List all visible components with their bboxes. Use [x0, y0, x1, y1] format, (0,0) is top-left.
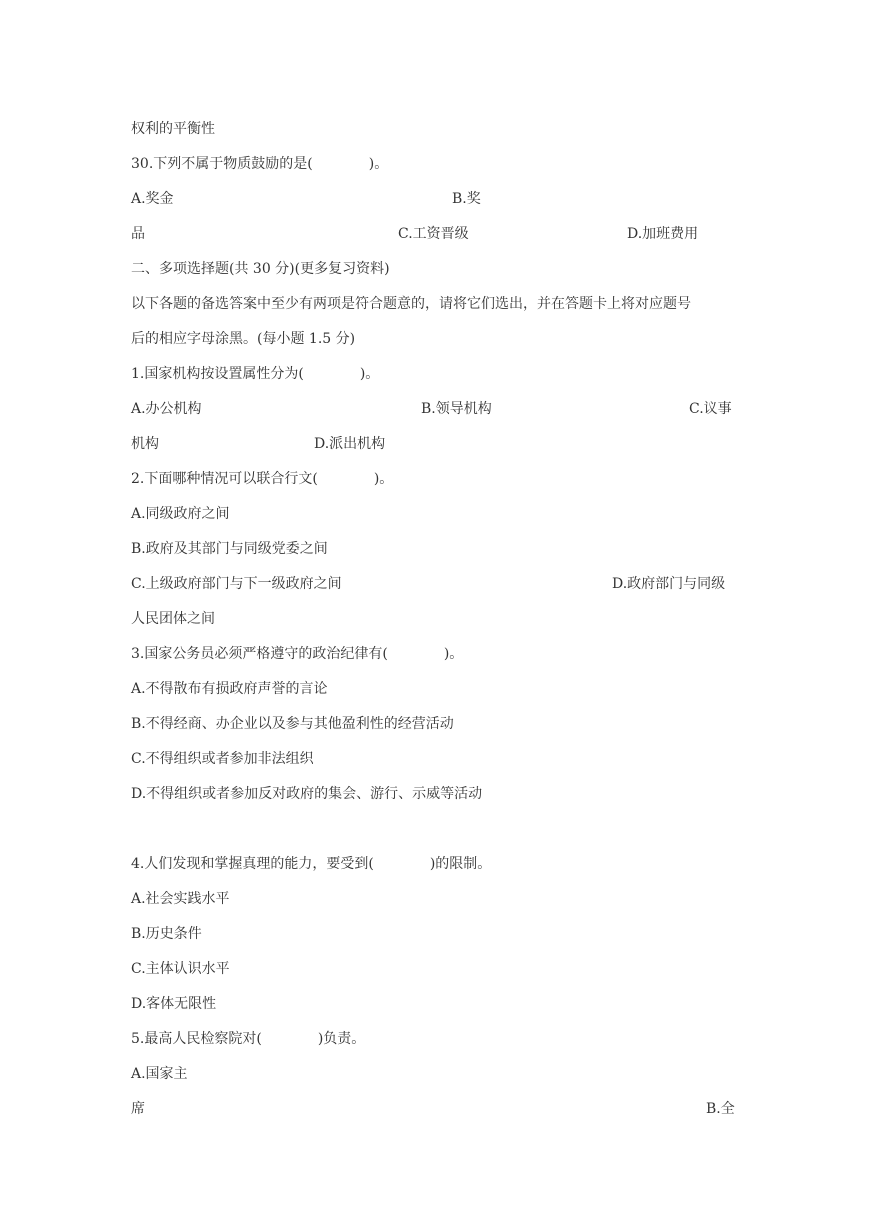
option-a: A.同级政府之间 — [131, 506, 230, 522]
options-line: 品 C.工资晋级 D.加班费用 — [131, 222, 737, 246]
question-1: 1.国家机构按设置属性分为( )。 — [131, 366, 380, 382]
option-d: D.派出机构 — [314, 436, 386, 452]
options-line: 机构 D.派出机构 — [131, 432, 737, 456]
option-b: B.历史条件 — [131, 926, 202, 942]
question-2: 2.下面哪种情况可以联合行文( )。 — [131, 471, 394, 487]
option-c: C.上级政府部门与下一级政府之间 — [131, 576, 342, 592]
option-a: A.不得散布有损政府声誉的言论 — [131, 681, 328, 697]
options-line: 席 B.全 — [131, 1097, 737, 1121]
text-line: 人民团体之间 — [131, 611, 215, 627]
question-3: 3.国家公务员必须严格遵守的政治纪律有( )。 — [131, 646, 464, 662]
option-c: C.工资晋级 — [398, 226, 469, 242]
option-a: A.奖金 — [131, 191, 174, 207]
option-d: D.加班费用 — [627, 226, 699, 242]
question-4: 4.人们发现和掌握真理的能力，要受到( )的限制。 — [131, 856, 492, 872]
option-a: A.办公机构 — [131, 401, 202, 417]
options-line — [131, 572, 737, 596]
option-b: B.奖 — [452, 191, 481, 207]
option-c: C.主体认识水平 — [131, 961, 230, 977]
option-a: A.社会实践水平 — [131, 891, 230, 907]
option-c: C.议事 — [689, 401, 732, 417]
question-30: 30.下列不属于物质鼓励的是( )。 — [131, 156, 389, 172]
option-d: D.政府部门与同级 — [612, 576, 726, 592]
option-b: B.政府及其部门与同级党委之间 — [131, 541, 328, 557]
option-b: B.全 — [706, 1101, 735, 1117]
option-d: D.不得组织或者参加反对政府的集会、游行、示威等活动 — [131, 786, 483, 802]
option-b: B.不得经商、办企业以及参与其他盈利性的经营活动 — [131, 716, 454, 732]
text-line: 权利的平衡性 — [131, 121, 215, 137]
options-line — [131, 187, 737, 211]
section-instructions: 后的相应字母涂黑。(每小题 1.5 分) — [131, 331, 356, 347]
section-heading: 二、多项选择题(共 30 分)(更多复习资料) — [131, 261, 390, 277]
options-line — [131, 397, 737, 421]
option-d: D.客体无限性 — [131, 996, 217, 1012]
option-b: B.领导机构 — [421, 401, 492, 417]
option-a: A.国家主 — [131, 1066, 188, 1082]
section-instructions: 以下各题的备选答案中至少有两项是符合题意的，请将它们选出，并在答题卡上将对应题号 — [131, 296, 691, 312]
option-c: C.不得组织或者参加非法组织 — [131, 751, 314, 767]
question-5: 5.最高人民检察院对( )负责。 — [131, 1031, 366, 1047]
